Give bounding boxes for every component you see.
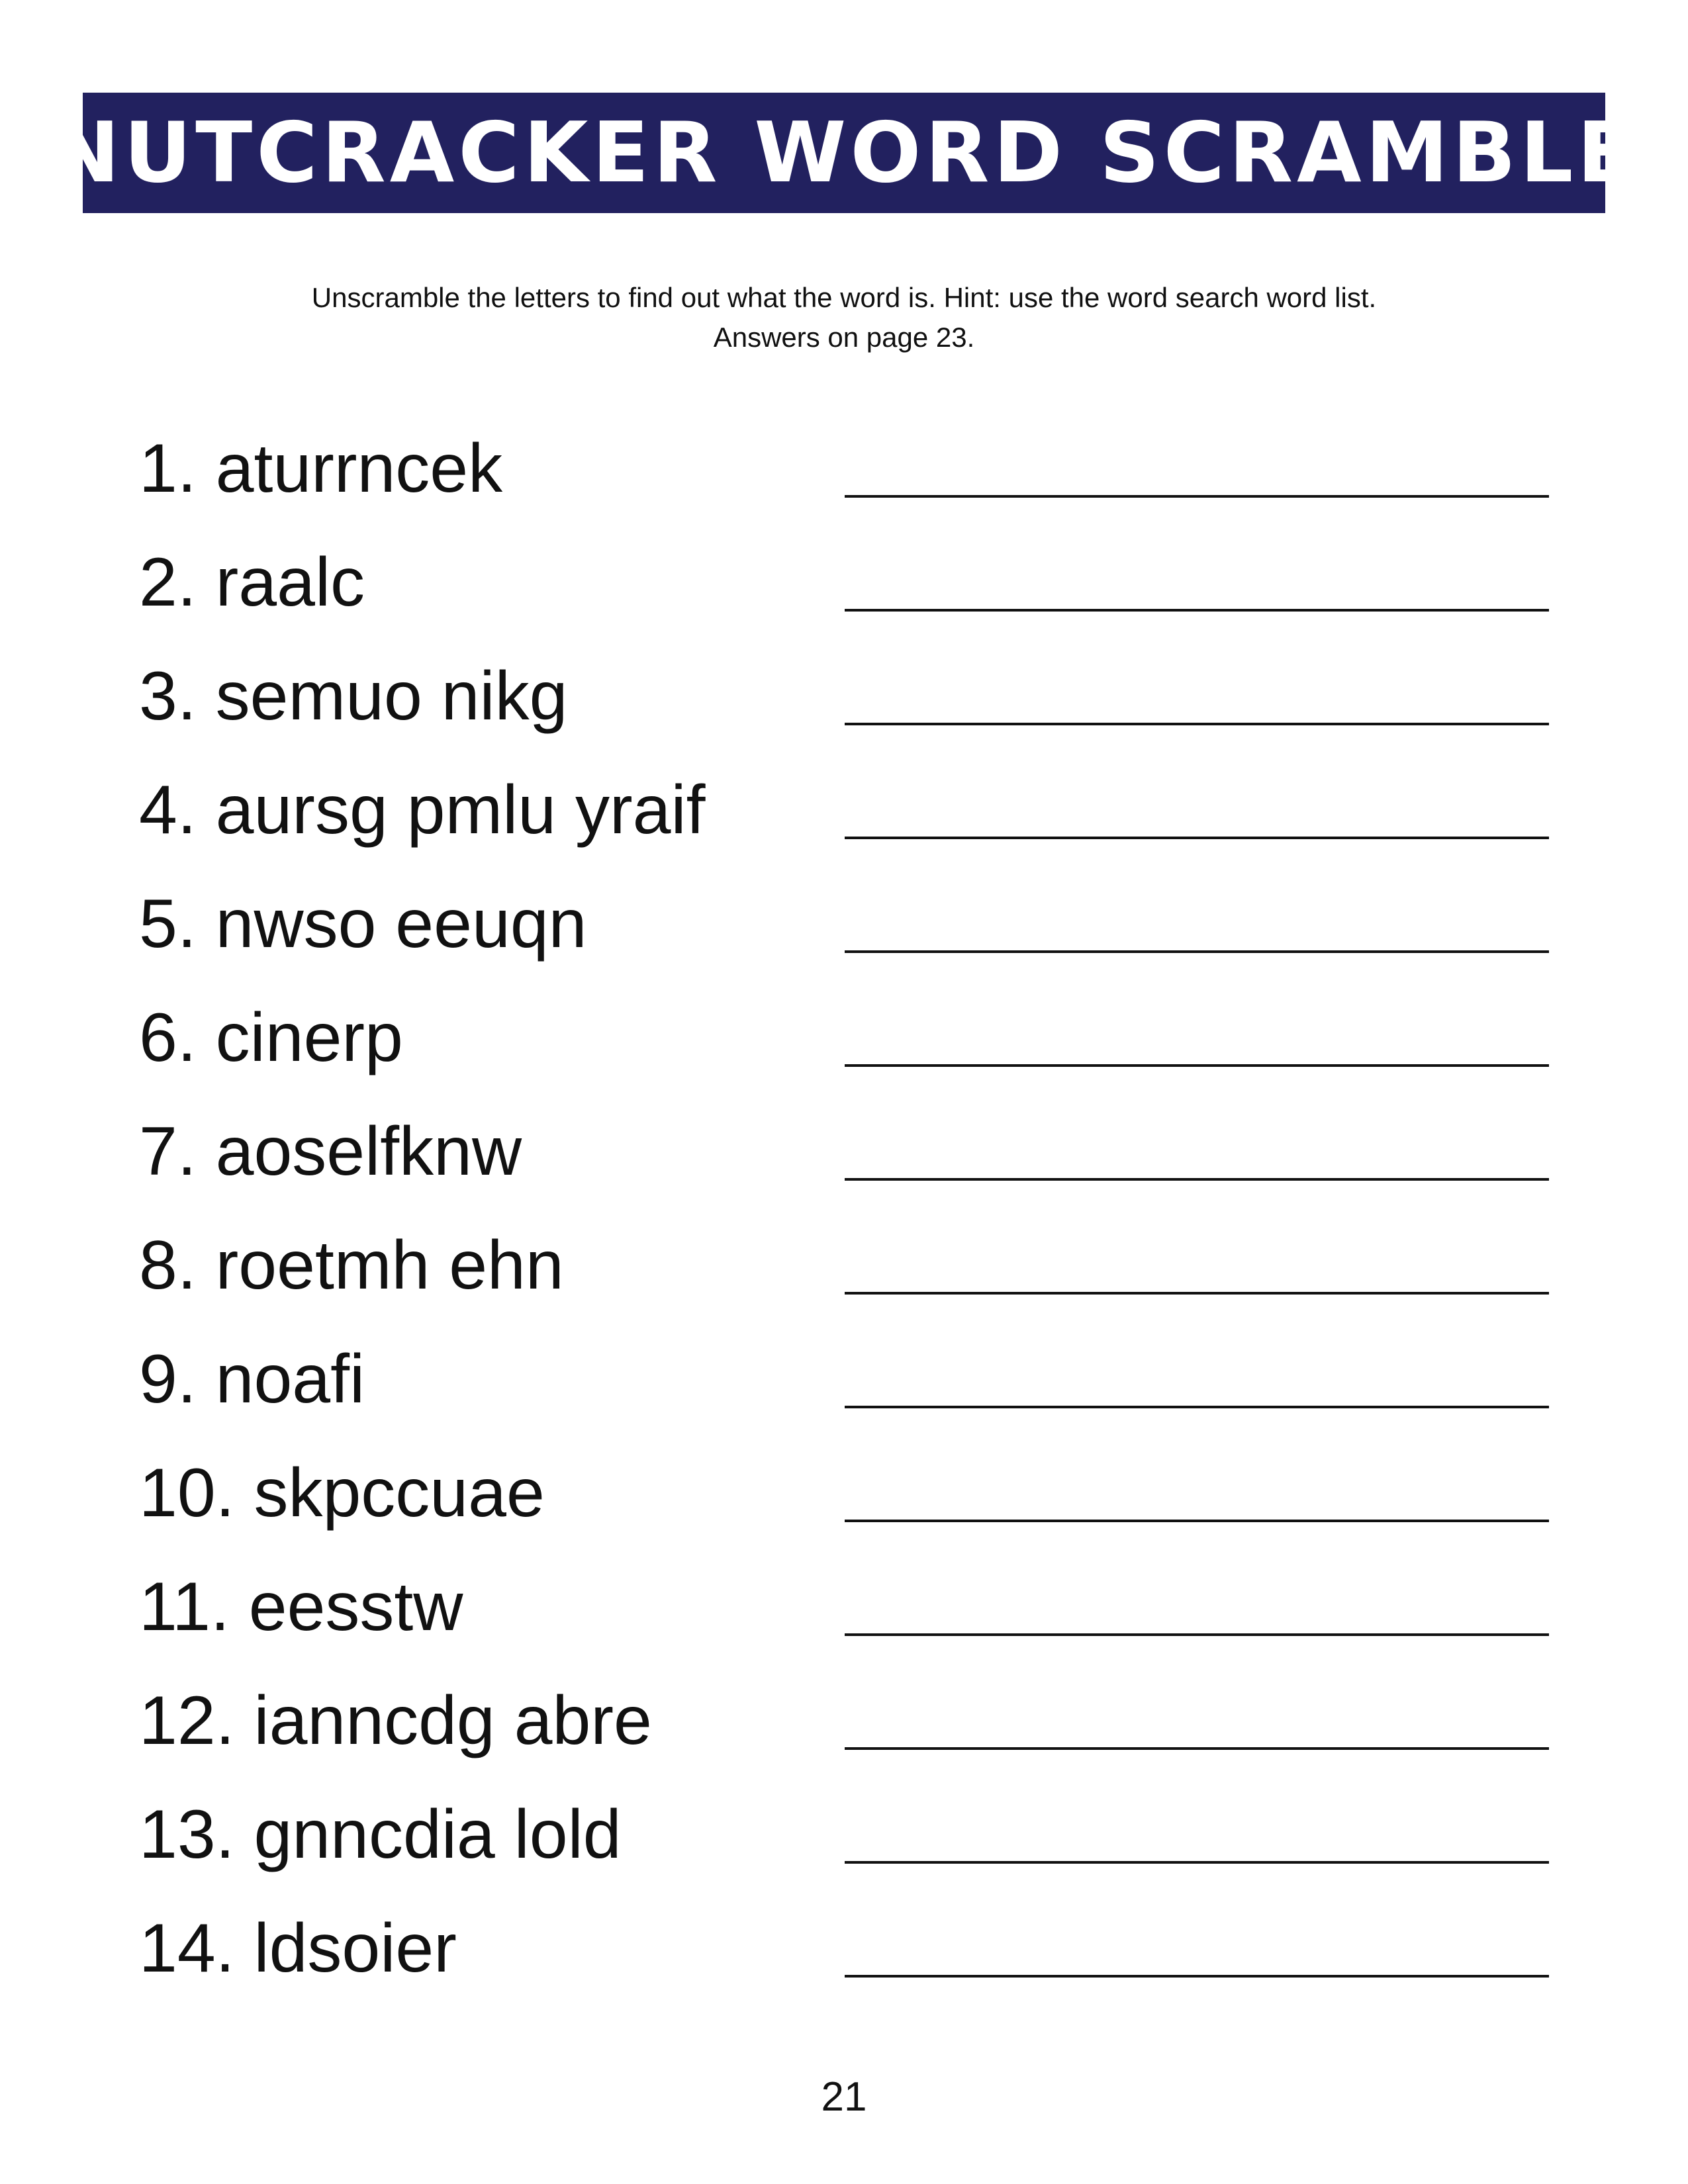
- answer-line[interactable]: [845, 1406, 1549, 1408]
- scrambled-word: 8. roetmh ehn: [139, 1227, 564, 1304]
- answer-line[interactable]: [845, 1975, 1549, 1978]
- answer-line[interactable]: [845, 1520, 1549, 1522]
- scrambled-word: 6. cinerp: [139, 999, 403, 1076]
- scrambled-word: 3. semuo nikg: [139, 658, 568, 735]
- puzzle-row: [139, 999, 1549, 1076]
- answer-line[interactable]: [845, 495, 1549, 498]
- page-number: 21: [821, 2074, 867, 2120]
- answer-line[interactable]: [845, 1292, 1549, 1295]
- answer-line[interactable]: [845, 1747, 1549, 1750]
- puzzle-row: [139, 1910, 1549, 1987]
- answer-line[interactable]: [845, 723, 1549, 725]
- answer-line[interactable]: [845, 1633, 1549, 1636]
- scrambled-word: 14. ldsoier: [139, 1910, 457, 1987]
- puzzle-row: [139, 886, 1549, 962]
- puzzle-row: [139, 1455, 1549, 1531]
- scrambled-word: 5. nwso eeuqn: [139, 886, 587, 962]
- scrambled-word: 12. ianncdg abre: [139, 1682, 652, 1759]
- answer-line[interactable]: [845, 609, 1549, 612]
- page-title: NUTCRACKER WORD SCRAMBLE: [50, 104, 1638, 201]
- answer-line[interactable]: [845, 1861, 1549, 1864]
- scrambled-word: 10. skpccuae: [139, 1455, 545, 1531]
- puzzle-row: [139, 1682, 1549, 1759]
- puzzle-row: [139, 658, 1549, 735]
- answer-line[interactable]: [845, 1178, 1549, 1181]
- puzzle-row: [139, 1113, 1549, 1190]
- scrambled-word: 13. gnncdia lold: [139, 1796, 622, 1873]
- instructions-line-1: Unscramble the letters to find out what the word is. Hint: use the word search word list.: [311, 282, 1377, 313]
- scrambled-word: 11. eesstw: [139, 1569, 463, 1645]
- scrambled-word: 7. aoselfknw: [139, 1113, 522, 1190]
- scrambled-word: 2. raalc: [139, 544, 365, 621]
- instructions-line-2: Answers on page 23.: [713, 322, 975, 353]
- puzzle-row: [139, 544, 1549, 621]
- puzzle-row: [139, 1227, 1549, 1304]
- answer-line[interactable]: [845, 1064, 1549, 1067]
- scrambled-word: 4. aursg pmlu yraif: [139, 772, 706, 848]
- answer-line[interactable]: [845, 837, 1549, 839]
- puzzle-row: [139, 1341, 1549, 1418]
- puzzle-row: [139, 1796, 1549, 1873]
- answer-line[interactable]: [845, 950, 1549, 953]
- scrambled-word: 9. noafi: [139, 1341, 365, 1418]
- puzzle-row: [139, 430, 1549, 507]
- puzzle-row: [139, 1569, 1549, 1645]
- scrambled-word: 1. aturrncek: [139, 430, 503, 507]
- puzzle-row: [139, 772, 1549, 848]
